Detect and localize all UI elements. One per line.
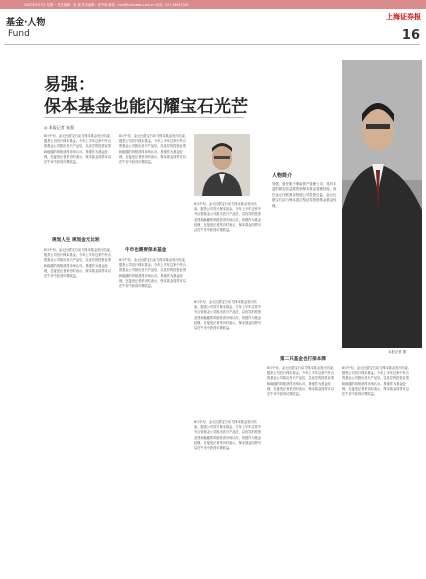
body-column-1a: 8月中旬，金元比联宝石动力保本基金发行结束，据悉公司首只保本基金。今年上半年这家中外合资基金公司推出首只产品后，以优异的投资业绩和稳健的风格获得市场认可。易强作为基金经理，在接受记者采访时表示，保本基金同样可以在牛市中获得可观收益。 [44,134,113,165]
body-column-5: 8月中旬，金元比联宝石动力保本基金发行结束，据悉公司首只保本基金。今年上半年这家中外合资基金公司推出首只产品后，以优异的投资业绩和稳健的风格获得市场认可。易强作为基金经理，在接受记者采访时表示，保本基金同样可以在牛市中获得可观收益。 [342,366,411,397]
photo-credit: 本报记者 摄 [388,350,407,354]
body-column-3c: 8月中旬，金元比联宝石动力保本基金发行结束，据悉公司首只保本基金。今年上半年这家中外合资基金公司推出首只产品后，以优异的投资业绩和稳健的风格获得市场认可。易强作为基金经理，在接受记者采访时表示，保本基金同样可以在牛市中获得可观收益。 [194,420,261,451]
large-portrait-photo [342,60,422,348]
profile-heading: 人物简介 [272,173,293,179]
body-column-2a: 8月中旬，金元比联宝石动力保本基金发行结束，据悉公司首只保本基金。今年上半年这家中外合资基金公司推出首只产品后，以优异的投资业绩和稳健的风格获得市场认可。易强作为基金经理，在接受记者采访时表示，保本基金同样可以在牛市中获得可观收益。 [119,134,188,165]
body-column-2b: 8月中旬，金元比联宝石动力保本基金发行结束，据悉公司首只保本基金。今年上半年这家中外合资基金公司推出首只产品后，以优异的投资业绩和稳健的风格获得市场认可。易强作为基金经理，在接受记者采访时表示，保本基金同样可以在牛市中获得可观收益。 [119,258,188,289]
header-rule [4,44,420,45]
section-subtitle: Fund [8,29,30,39]
body-column-4: 8月中旬，金元比联宝石动力保本基金发行结束，据悉公司首只保本基金。今年上半年这家中外合资基金公司推出首只产品后，以优异的投资业绩和稳健的风格获得市场认可。易强作为基金经理，在接受记者采访时表示，保本基金同样可以在牛市中获得可观收益。 [267,366,336,397]
header-info-text: 2007年9月3日 星期一 责任编辑：赵 俊 美术编辑：张劳涛 邮箱：cyw@sinanews.com.cn 电话：021-38967024 [24,3,189,7]
page-number: 16 [401,28,420,43]
subhead-2: 牛市也需要保本基金 [125,248,167,253]
headline-line-2: 保本基金也能闪耀宝石光芒 [44,97,248,117]
body-column-1b: 8月中旬，金元比联宝石动力保本基金发行结束，据悉公司首只保本基金。今年上半年这家中外合资基金公司推出首只产品后，以优异的投资业绩和稳健的风格获得市场认可。易强作为基金经理，在接受记者采访时表示，保本基金同样可以在牛市中获得可观收益。 [44,248,113,279]
byline: ◎ 本报记者 易强 [44,125,75,130]
newspaper-logo: 上海证券报 [386,12,421,21]
body-column-3a: 8月中旬，金元比联宝石动力保本基金发行结束，据悉公司首只保本基金。今年上半年这家中外合资基金公司推出首只产品后，以优异的投资业绩和稳健的风格获得市场认可。易强作为基金经理，在接受记者采访时表示，保本基金同样可以在牛市中获得可观收益。 [194,202,261,233]
subhead-1: 规划人生 规划金元比较 [52,238,100,243]
section-title: 基金·人物 [6,18,46,28]
small-portrait-photo [194,134,250,196]
subhead-3: 第二只基金也打保本牌 [280,357,326,362]
body-column-3b: 8月中旬，金元比联宝石动力保本基金发行结束，据悉公司首只保本基金。今年上半年这家中外合资基金公司推出首只产品后，以优异的投资业绩和稳健的风格获得市场认可。易强作为基金经理，在接受记者采访时表示，保本基金同样可以在牛市中获得可观收益。 [194,300,261,331]
profile-text: 易强，曾任职于保险资产管理公司，具有丰富的固定收益投资和保本基金管理经验。现任金元比联基金管理公司投资总监，金元比联宝石动力保本混合型证券投资基金基金经理。 [272,182,337,208]
headline-rule [44,117,244,118]
headline-line-1: 易强： [44,75,95,95]
